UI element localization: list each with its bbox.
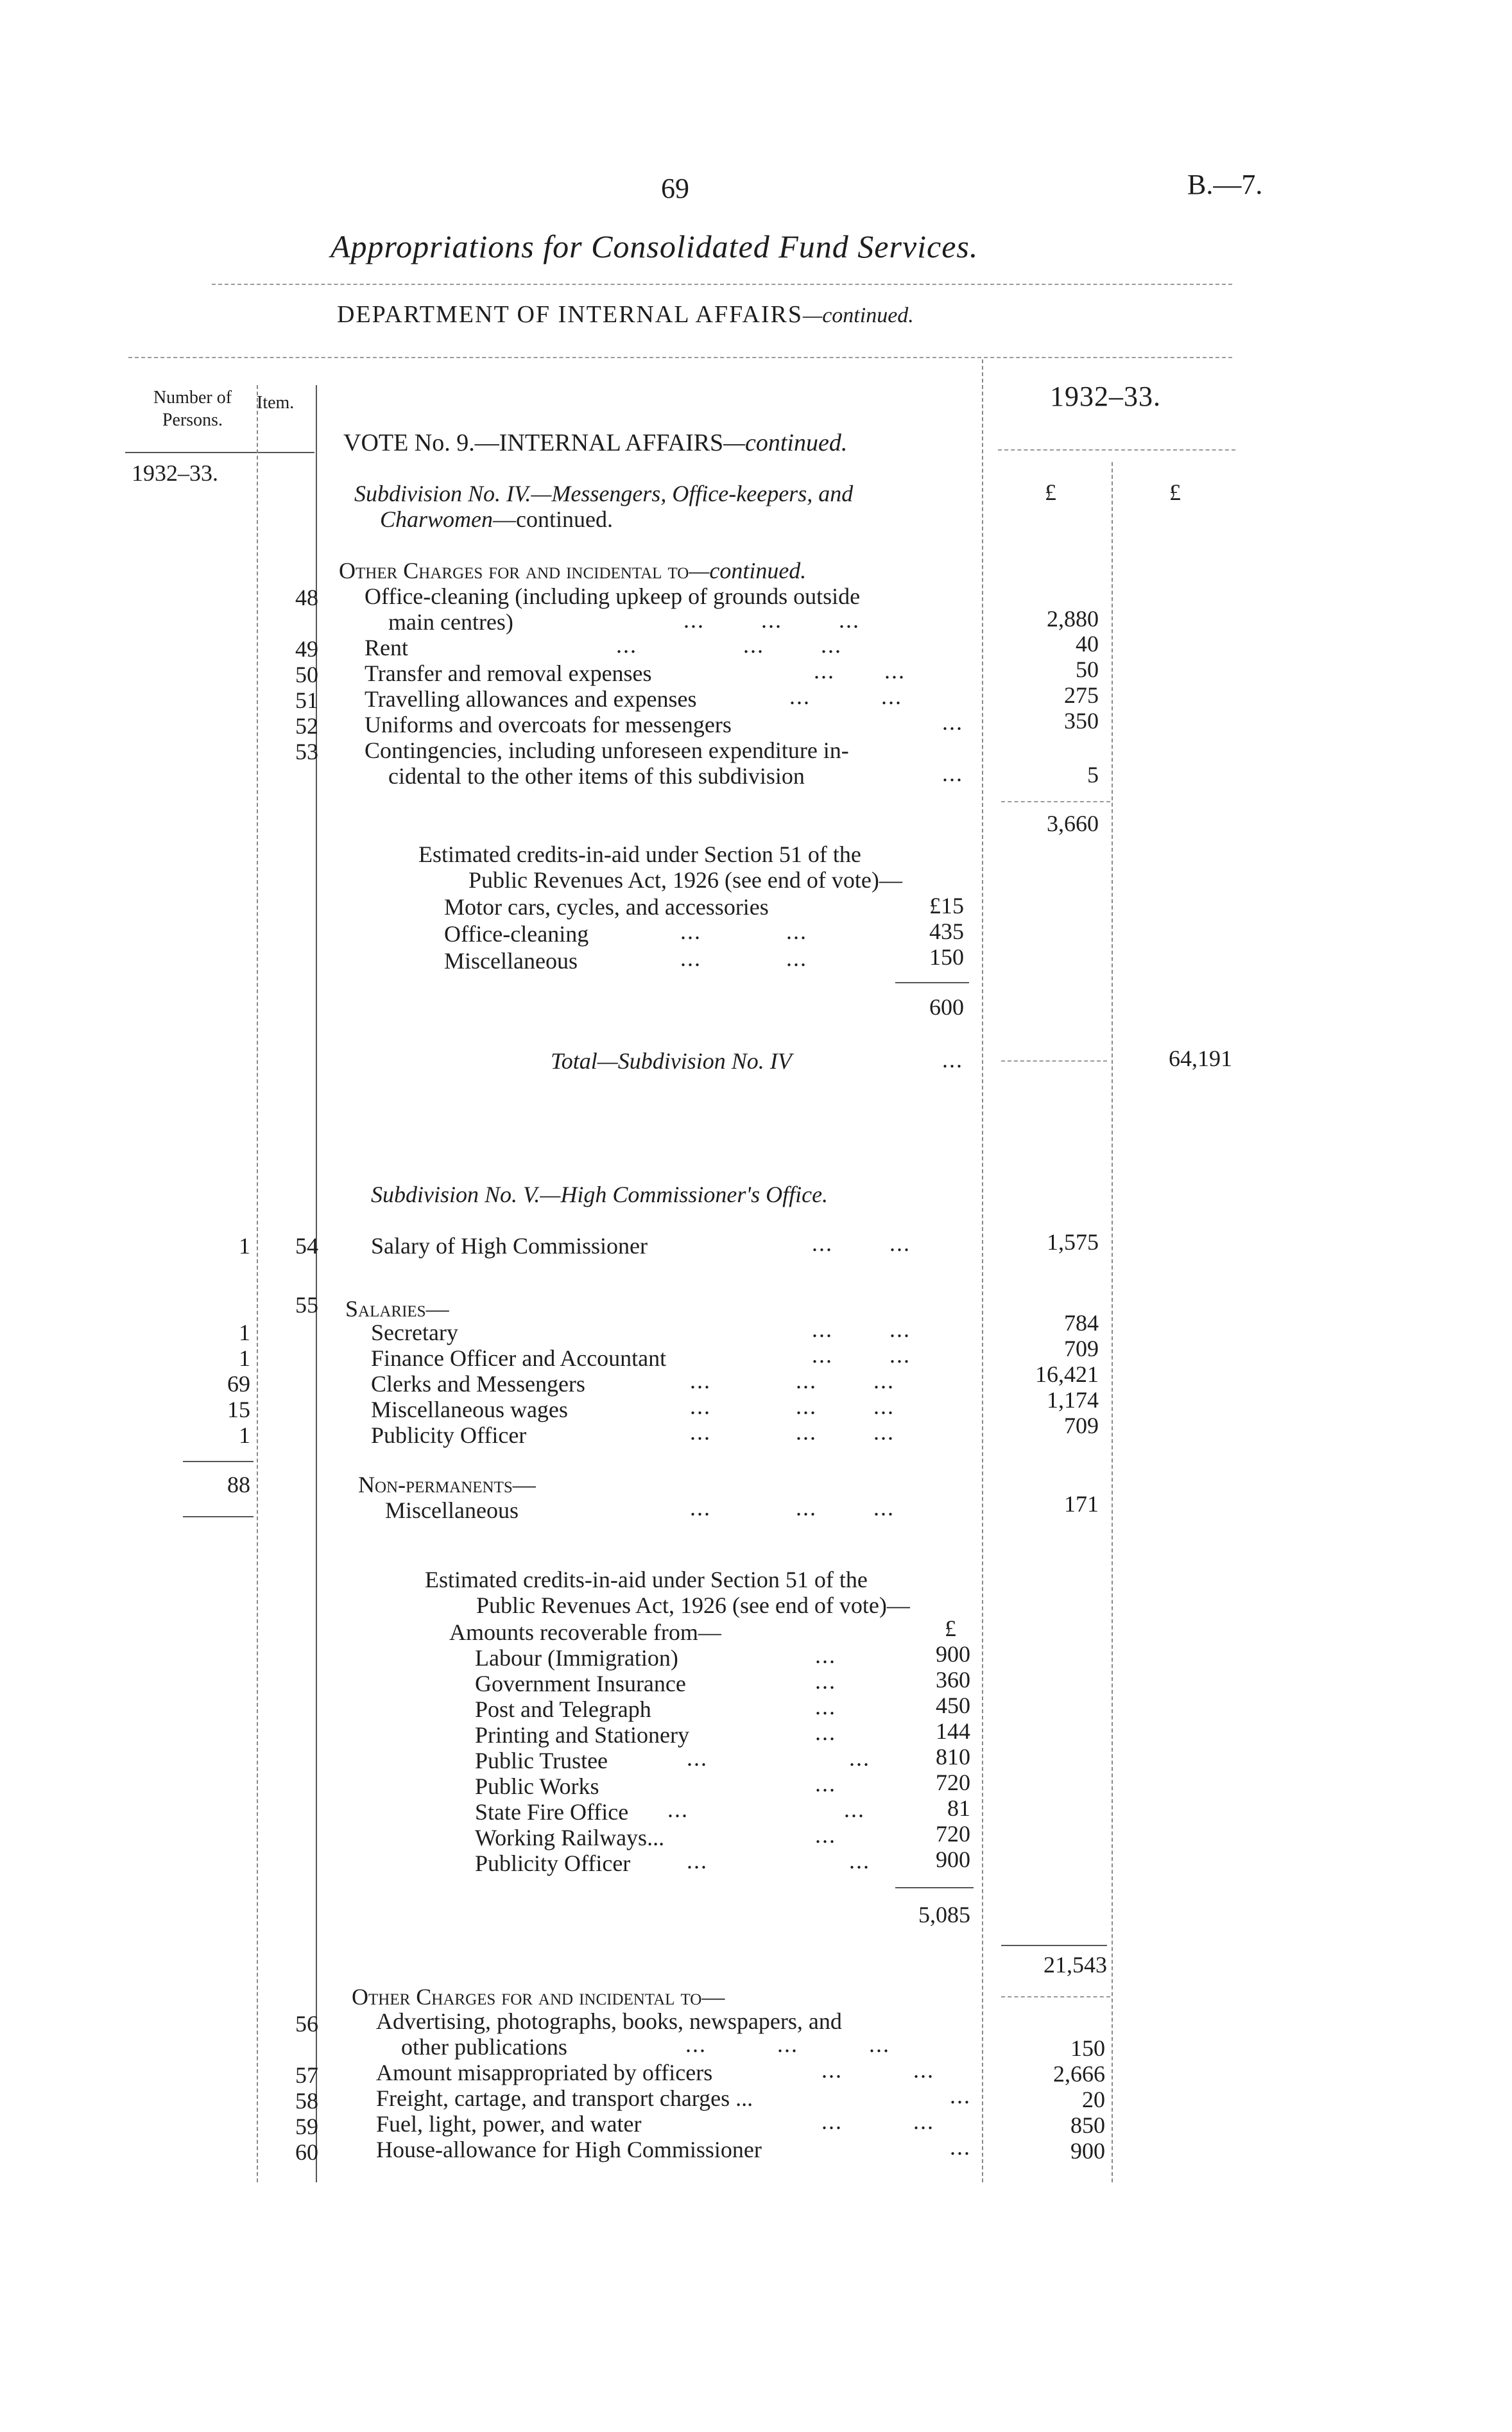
item-amount: 1,575 bbox=[1047, 1229, 1099, 1255]
vote-title: VOTE No. 9.—INTERNAL AFFAIRS—continued. bbox=[343, 429, 848, 456]
sub4-credits-line1: Estimated credits-in-aid under Section 51 of the bbox=[418, 841, 861, 867]
item-amount: 5 bbox=[1087, 762, 1099, 788]
leader-dots: ... bbox=[815, 1668, 836, 1694]
credits-pound: £ bbox=[945, 1616, 956, 1641]
leader-dots: ... bbox=[942, 761, 963, 786]
credit-description: Public Works bbox=[475, 1773, 599, 1799]
sub5-credits-total: 5,085 bbox=[918, 1902, 970, 1927]
sub4-total-amount: 64,191 bbox=[1169, 1046, 1232, 1071]
credit-amount: 360 bbox=[936, 1667, 970, 1693]
credit-description: Post and Telegraph bbox=[475, 1696, 651, 1722]
leader-dots: ... ... ... bbox=[690, 1393, 895, 1419]
sub5-subtotal: 21,543 bbox=[1044, 1952, 1107, 1978]
item-number: 52 bbox=[295, 713, 318, 739]
item-number: 55 bbox=[295, 1292, 318, 1318]
leader-dots: ... ... ... bbox=[690, 1419, 895, 1445]
persons-count: 15 bbox=[227, 1397, 250, 1422]
item-description-cont: cidental to the other items of this subdivision bbox=[388, 763, 805, 789]
credit-description: Labour (Immigration) bbox=[475, 1645, 678, 1671]
salaries-heading: Salaries— bbox=[345, 1296, 449, 1322]
item-header: Item. bbox=[257, 393, 295, 413]
leader-dots: ... ... bbox=[821, 2057, 934, 2083]
credit-amount: 810 bbox=[936, 1744, 970, 1770]
credit-description: Printing and Stationery bbox=[475, 1722, 689, 1748]
item-number: 54 bbox=[295, 1233, 318, 1259]
sub4-credits-line2: Public Revenues Act, 1926 (see end of vote)— bbox=[468, 867, 902, 893]
item-number: 49 bbox=[295, 636, 318, 662]
persons-count: 1 bbox=[239, 1345, 250, 1371]
item-description: House-allowance for High Commissioner bbox=[376, 2137, 762, 2162]
credit-description: Motor cars, cycles, and accessories bbox=[444, 894, 769, 920]
credit-description: Office-cleaning bbox=[444, 921, 589, 947]
salary-description: Finance Officer and Accountant bbox=[371, 1345, 667, 1371]
salary-amount: 709 bbox=[1064, 1413, 1099, 1438]
credit-amount: 144 bbox=[936, 1718, 970, 1744]
credit-amount: 81 bbox=[947, 1795, 970, 1821]
salary-description: Clerks and Messengers bbox=[371, 1371, 585, 1397]
leader-dots: ... ... ... bbox=[683, 607, 860, 633]
credit-description: Public Trustee bbox=[475, 1748, 608, 1773]
credit-amount: 435 bbox=[929, 918, 964, 944]
item-number: 53 bbox=[295, 739, 318, 764]
leader-dots: ... ... bbox=[812, 1230, 911, 1256]
sub5-credits-line1: Estimated credits-in-aid under Section 51 of the bbox=[425, 1567, 868, 1592]
item-description: Fuel, light, power, and water bbox=[376, 2111, 642, 2137]
salary-description: Miscellaneous wages bbox=[371, 1397, 568, 1422]
sub5-credits-line3: Amounts recoverable from— bbox=[449, 1619, 721, 1645]
item-number: 58 bbox=[295, 2088, 318, 2114]
item-description: Travelling allowances and expenses bbox=[365, 686, 697, 712]
credit-amount: 720 bbox=[936, 1821, 970, 1847]
persons-count: 1 bbox=[239, 1320, 250, 1345]
item-number: 50 bbox=[295, 662, 318, 687]
item-number: 48 bbox=[295, 585, 318, 610]
leader-dots: ... bbox=[815, 1822, 836, 1848]
credit-amount: 900 bbox=[936, 1641, 970, 1667]
leader-dots: ... bbox=[950, 2134, 971, 2160]
sub4-title-line1: Subdivision No. IV.—Messengers, Office-keepers, and bbox=[354, 481, 854, 506]
leader-dots: ... ... bbox=[789, 684, 902, 709]
persons-count: 1 bbox=[239, 1233, 250, 1259]
year-header: 1932–33. bbox=[1050, 381, 1161, 412]
item-amount: 150 bbox=[1070, 2035, 1105, 2061]
leader-dots: ... ... bbox=[680, 918, 807, 944]
sub4-subtotal: 3,660 bbox=[1047, 811, 1099, 836]
item-description: Office-cleaning (including upkeep of grounds outside bbox=[365, 583, 861, 609]
leader-dots: ... bbox=[942, 709, 963, 735]
sub5-other-charges-heading: Other Charges for and incidental to— bbox=[352, 1984, 725, 2010]
sub5-credits-line2: Public Revenues Act, 1926 (see end of vote)— bbox=[476, 1592, 910, 1618]
item-description: Contingencies, including unforeseen expenditure in- bbox=[365, 737, 849, 763]
item-amount: 900 bbox=[1070, 2138, 1105, 2164]
item-description: Transfer and removal expenses bbox=[365, 660, 652, 686]
item-number: 56 bbox=[295, 2011, 318, 2037]
sub5-title: Subdivision No. V.—High Commissioner's Office. bbox=[371, 1182, 829, 1207]
non-permanents-heading: Non-permanents— bbox=[358, 1472, 536, 1497]
leader-dots: ... ... ... bbox=[685, 2031, 890, 2057]
leader-dots: ... bbox=[815, 1771, 836, 1797]
item-amount: 850 bbox=[1070, 2112, 1105, 2138]
persons-total: 88 bbox=[227, 1472, 250, 1497]
salary-description: Publicity Officer bbox=[371, 1422, 527, 1448]
credit-amount: 900 bbox=[936, 1847, 970, 1872]
pound-column-2: £ bbox=[1169, 479, 1181, 505]
item-description: Amount misappropriated by officers bbox=[376, 2060, 713, 2085]
leader-dots: ... ... bbox=[687, 1745, 870, 1771]
credit-amount: 450 bbox=[936, 1693, 970, 1718]
sub4-credits-total: 600 bbox=[929, 994, 964, 1020]
item-amount: 275 bbox=[1064, 682, 1099, 708]
leader-dots: ... ... bbox=[680, 945, 807, 971]
item-amount: 350 bbox=[1064, 708, 1099, 734]
item-amount: 50 bbox=[1076, 657, 1099, 682]
number-of-persons-header: Number of Persons. bbox=[153, 388, 232, 430]
item-amount: 40 bbox=[1076, 631, 1099, 657]
leader-dots: ... bbox=[815, 1694, 836, 1720]
page-number: 69 bbox=[661, 173, 689, 204]
page-title: Appropriations for Consolidated Fund Services. bbox=[331, 229, 979, 264]
sub4-title-line2: Charwomen—continued. bbox=[380, 506, 613, 532]
salary-description: Secretary bbox=[371, 1320, 458, 1345]
credit-description: Miscellaneous bbox=[444, 948, 578, 974]
item-amount: 20 bbox=[1082, 2087, 1105, 2112]
item-number: 59 bbox=[295, 2114, 318, 2139]
salary-amount: 784 bbox=[1064, 1310, 1099, 1336]
item-number: 51 bbox=[295, 687, 318, 713]
leader-dots: ... ... bbox=[821, 2109, 934, 2134]
credit-description: State Fire Office bbox=[475, 1799, 629, 1825]
leader-dots: ... ... ... bbox=[690, 1368, 895, 1393]
item-description: Advertising, photographs, books, newspapers, and bbox=[376, 2008, 842, 2034]
non-permanent-amount: 171 bbox=[1064, 1491, 1099, 1517]
persons-year-label: 1932–33. bbox=[132, 460, 218, 486]
pound-column-1: £ bbox=[1045, 479, 1056, 505]
leader-dots: ... ... ... bbox=[616, 632, 842, 658]
item-number: 57 bbox=[295, 2062, 318, 2088]
salary-amount: 16,421 bbox=[1035, 1361, 1099, 1387]
leader-dots: ... ... bbox=[812, 1342, 911, 1368]
leader-dots: ... ... bbox=[667, 1797, 865, 1822]
leader-dots: ... ... bbox=[812, 1316, 911, 1342]
salary-amount: 709 bbox=[1064, 1336, 1099, 1361]
item-description-cont: other publications bbox=[401, 2034, 567, 2060]
sub4-total-label: Total—Subdivision No. IV bbox=[551, 1048, 792, 1074]
leader-dots: ... ... ... bbox=[690, 1495, 895, 1521]
persons-count: 1 bbox=[239, 1422, 250, 1448]
leader-dots: ... ... bbox=[687, 1848, 870, 1874]
credit-description: Government Insurance bbox=[475, 1671, 686, 1696]
item-description: Rent bbox=[365, 635, 408, 660]
item-number: 60 bbox=[295, 2139, 318, 2165]
leader-dots: ... bbox=[942, 1047, 963, 1073]
credit-amount: 150 bbox=[929, 944, 964, 970]
department-heading: DEPARTMENT OF INTERNAL AFFAIRS—continued. bbox=[337, 301, 914, 328]
credit-amount: £15 bbox=[929, 893, 964, 918]
item-description-cont: main centres) bbox=[388, 609, 513, 635]
leader-dots: ... bbox=[815, 1643, 836, 1668]
item-description: Salary of High Commissioner bbox=[371, 1233, 648, 1259]
persons-count: 69 bbox=[227, 1371, 250, 1397]
leader-dots: ... bbox=[950, 2083, 971, 2109]
item-amount: 2,880 bbox=[1047, 606, 1099, 632]
non-permanent-description: Miscellaneous bbox=[385, 1497, 519, 1523]
credit-description: Working Railways... bbox=[475, 1825, 665, 1850]
salary-amount: 1,174 bbox=[1047, 1387, 1099, 1413]
credit-description: Publicity Officer bbox=[475, 1850, 631, 1876]
item-description: Uniforms and overcoats for messengers bbox=[365, 712, 732, 737]
sub4-other-charges-heading: Other Charges for and incidental to—continued. bbox=[339, 558, 807, 583]
leader-dots: ... bbox=[815, 1720, 836, 1745]
item-amount: 2,666 bbox=[1053, 2061, 1105, 2087]
page-reference: B.—7. bbox=[1187, 169, 1263, 200]
credit-amount: 720 bbox=[936, 1770, 970, 1795]
leader-dots: ... ... bbox=[814, 658, 906, 684]
item-description: Freight, cartage, and transport charges ... bbox=[376, 2085, 753, 2111]
